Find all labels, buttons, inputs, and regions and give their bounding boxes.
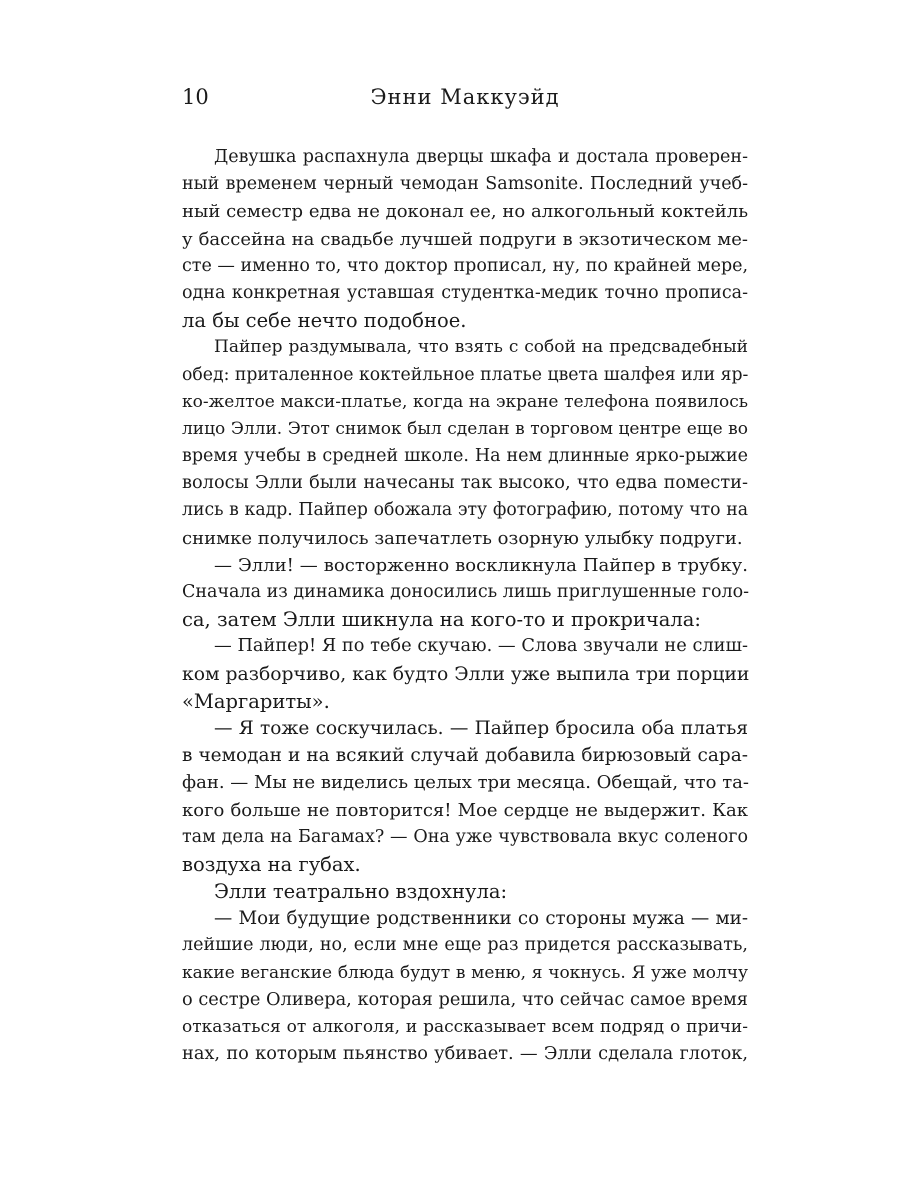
text-line: снимке получилось запечатлеть озорную улыбку подруги. bbox=[182, 527, 743, 549]
text-line: фан. — Мы не виделись целых три месяца. Обещай, что та- bbox=[182, 772, 749, 794]
text-line: Элли театрально вздохнула: bbox=[214, 880, 508, 904]
text-line: обед: приталенное коктейльное платье цвета шалфея или яр- bbox=[182, 364, 749, 385]
text-line: — Пайпер! Я по тебе скучаю. — Слова звучали не слиш- bbox=[214, 636, 748, 657]
text-line: Пайпер раздумывала, что взять с собой на предсвадебный bbox=[214, 337, 748, 358]
text-line: волосы Элли были начесаны так высоко, что едва помести- bbox=[182, 473, 748, 494]
text-line: Девушка распахнула дверцы шкафа и достала проверен- bbox=[214, 147, 748, 167]
text-line: са, затем Элли шикнула на кого-то и прокричала: bbox=[182, 608, 701, 632]
text-line: ком разборчиво, как будто Элли уже выпила три порции bbox=[182, 663, 750, 685]
running-head-author: Энни Маккуэйд bbox=[370, 85, 560, 109]
text-line: время учебы в средней школе. На нем длинные ярко-рыжие bbox=[182, 446, 748, 467]
text-line: — Я тоже соскучилась. — Пайпер бросила оба платья bbox=[214, 717, 748, 739]
text-line: воздуха на губах. bbox=[182, 852, 361, 876]
page-number: 10 bbox=[182, 85, 209, 109]
text-line: отказаться от алкоголя, и рассказывает всем подряд о причи- bbox=[182, 1017, 748, 1037]
text-line: сте — именно то, что доктор прописал, ну, по крайней мере, bbox=[182, 255, 749, 276]
text-line: о сестре Оливера, которая решила, что сейчас самое время bbox=[182, 989, 748, 1010]
text-line: — Элли! — восторженно воскликнула Пайпер в трубку. bbox=[214, 554, 748, 576]
text-line: Сначала из динамика доносились лишь приглушенные голо- bbox=[182, 582, 750, 602]
text-line: ко-желтое макси-платье, когда на экране телефона появилось bbox=[182, 391, 748, 412]
text-line: ный семестр едва не доконал ее, но алкогольный коктейль bbox=[182, 201, 748, 223]
text-line: кого больше не повторится! Мое сердце не выдержит. Как bbox=[182, 799, 748, 821]
text-line: лись в кадр. Пайпер обожала эту фотографию, потому что на bbox=[182, 500, 748, 521]
text-line: лейшие люди, но, если мне еще раз придется рассказывать, bbox=[182, 935, 748, 956]
text-line: там дела на Багамах? — Она уже чувствовала вкус соленого bbox=[182, 826, 748, 847]
text-line: ла бы себе нечто подобное. bbox=[182, 309, 467, 333]
text-line: — Мои будущие родственники со стороны мужа — ми- bbox=[214, 908, 748, 930]
body-text bbox=[182, 144, 748, 1068]
text-line: одна конкретная уставшая студентка-медик точно прописа- bbox=[182, 282, 748, 303]
text-line: нах, по которым пьянство убивает. — Элли сделала глоток, bbox=[182, 1044, 748, 1065]
text-line: «Маргариты». bbox=[182, 689, 330, 713]
text-line: в чемодан и на всякий случай добавила бирюзовый сара- bbox=[182, 745, 748, 767]
text-line: какие веганские блюда будут в меню, я чокнусь. Я уже молчу bbox=[182, 962, 748, 983]
text-line: у бассейна на свадьбе лучшей подруги в экзотическом ме- bbox=[182, 228, 748, 250]
text-line: ный временем черный чемодан Samsonite. Последний учеб- bbox=[182, 174, 748, 195]
text-line: лицо Элли. Этот снимок был сделан в торговом центре еще во bbox=[182, 418, 748, 439]
